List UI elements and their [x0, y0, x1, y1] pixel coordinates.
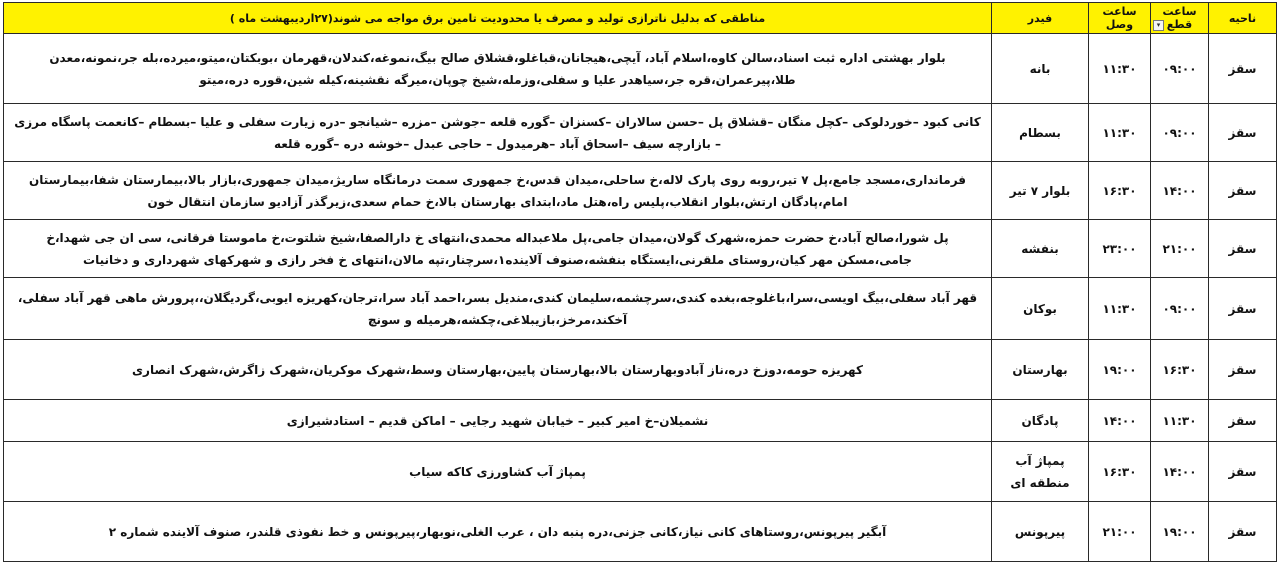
cut-time-cell: ۰۹:۰۰ [1151, 104, 1209, 162]
connect-time-cell: ۱۶:۳۰ [1089, 442, 1151, 502]
feeder-cell: پادگان [992, 400, 1089, 442]
areas-cell: قهر آباد سفلی،بیگ اویسی،سرا،باغلوجه،بغده کندی،سرچشمه،سلیمان کندی،مندیل بسر،احمد آباد سرا،ترجان،کهریزه ایوبی،گردیگلان،،پرورش ماهی قهر آباد سفلی، آخکند،مرخز،بازیبلاغی،چکشه،هرمیله و سونچ [4, 278, 992, 340]
header-connect-time: ساعت وصل [1089, 3, 1151, 34]
connect-time-cell: ۱۴:۰۰ [1089, 400, 1151, 442]
table-row [4, 220, 1277, 278]
connect-time-cell: ۲۳:۰۰ [1089, 220, 1151, 278]
header-areas: مناطقی که بدلیل ناترازی تولید و مصرف یا محدودیت تامین برق مواجه می شوند(۲۷اردیبهشت ماه ) [4, 3, 992, 34]
table-row [4, 340, 1277, 400]
table-row [4, 400, 1277, 442]
table-row [4, 104, 1277, 162]
cut-time-cell: ۲۱:۰۰ [1151, 220, 1209, 278]
areas-cell: فرمانداری،مسجد جامع،پل ۷ تیر،روبه روی پارک لاله،خ ساحلی،میدان قدس،خ جمهوری سمت درمانگاه ساریژ،میدان جمهوری،بازار بالا،بیمارستان شفا،بیمارستان امام،پادگان ارتش،بلوار انقلاب،پلیس راه،هتل ماد،ابتدای بهارستان بالا،خ حمام سعدی،زیرگذر آزادیو سازمان انتقال خون [4, 162, 992, 220]
areas-cell: کانی کبود –خوردلوکی –کچل منگان –قشلاق پل –حسن سالاران –کسنزان –گوره قلعه –جوشن –مزره –شیانجو –دره زیارت سفلی و علیا –بسطام –کانعمت پاسگاه مرزی – بازارچه سیف –اسحاق آباد –هرمیدول – حاجی عبدل –خوشه دره –گوره قلعه [4, 104, 992, 162]
cut-time-cell: ۰۹:۰۰ [1151, 34, 1209, 104]
cut-time-cell: ۰۹:۰۰ [1151, 278, 1209, 340]
areas-cell: کهریزه حومه،دوزخ دره،ناز آبادوبهارستان بالا،بهارستان پایین،بهارستان وسط،شهرک موکریان،شهرک زاگرش،شهرک انصاری [4, 340, 992, 400]
feeder-cell: پیرپونس [992, 502, 1089, 562]
feeder-cell: بوکان [992, 278, 1089, 340]
connect-time-cell: ۲۱:۰۰ [1089, 502, 1151, 562]
header-feeder: فیدر [992, 3, 1089, 34]
region-cell: سقز [1209, 162, 1277, 220]
outage-schedule-table [3, 2, 1277, 562]
region-cell: سقز [1209, 340, 1277, 400]
areas-cell: پمپاژ آب کشاورزی کاکه سیاب [4, 442, 992, 502]
cut-time-cell: ۱۴:۰۰ [1151, 162, 1209, 220]
table-row [4, 442, 1277, 502]
region-cell: سقز [1209, 502, 1277, 562]
cut-time-cell: ۱۱:۳۰ [1151, 400, 1209, 442]
feeder-cell: بهارستان [992, 340, 1089, 400]
connect-time-cell: ۱۱:۳۰ [1089, 104, 1151, 162]
connect-time-cell: ۱۶:۳۰ [1089, 162, 1151, 220]
region-cell: سقز [1209, 34, 1277, 104]
table-row [4, 278, 1277, 340]
table-row [4, 162, 1277, 220]
areas-cell: نشمیلان–خ امیر کبیر – خیابان شهید رجایی – اماکن قدیم – استادشیرازی [4, 400, 992, 442]
region-cell: سقز [1209, 400, 1277, 442]
table-row [4, 502, 1277, 562]
header-cut-time: ساعت قطع ▾ [1151, 3, 1209, 34]
region-cell: سقز [1209, 220, 1277, 278]
table-row [4, 34, 1277, 104]
header-row [4, 3, 1277, 34]
region-cell: سقز [1209, 442, 1277, 502]
connect-time-cell: ۱۹:۰۰ [1089, 340, 1151, 400]
connect-time-cell: ۱۱:۳۰ [1089, 278, 1151, 340]
feeder-cell: بانه [992, 34, 1089, 104]
feeder-cell: بنفشه [992, 220, 1089, 278]
feeder-cell: پمپاژ آب منطقه ای [992, 442, 1089, 502]
region-cell: سقز [1209, 278, 1277, 340]
feeder-cell: بلوار ۷ تیر [992, 162, 1089, 220]
filter-dropdown-icon[interactable]: ▾ [1153, 20, 1164, 31]
cut-time-cell: ۱۹:۰۰ [1151, 502, 1209, 562]
areas-cell: بلوار بهشتی اداره ثبت اسناد،سالن کاوه،اسلام آباد، آیچی،هیجانان،قباغلو،قشلاق صالح بیگ،نموغه،کندلان،قهرمان ،بوبکتان،میتو،میرده،بله جر،نمونه،معدن طلا،پیرعمران،قره جر،سیاهدر علیا و سفلی،وزمله،شیخ چوپان،میرگه نقشینه،کیله شین،قوره دره،میتو [4, 34, 992, 104]
region-cell: سقز [1209, 104, 1277, 162]
header-region: ناحیه [1209, 3, 1277, 34]
cut-time-cell: ۱۴:۰۰ [1151, 442, 1209, 502]
feeder-cell: بسطام [992, 104, 1089, 162]
areas-cell: آبگیر پیرپونس،روستاهای کانی نیاز،کانی جزنی،دره پنبه دان ، عرب الغلی،نوبهار،پیرپونس و خط نفوذی قلندر، صنوف آلاینده شماره ۲ [4, 502, 992, 562]
areas-cell: پل شورا،صالح آباد،خ حضرت حمزه،شهرک گولان،میدان جامی،پل ملاعبداله محمدی،انتهای خ دارالصفا،شیخ شلتوت،خ ماموستا فرقانی، سی ان جی شهدا،خ جامی،مسکن مهر کیان،روستای ملقرنی،ایستگاه بنفشه،صنوف آلاینده۱،سرچنار،تپه مالان،انتهای خ فخر رازی و شهرکهای شهرداری و دخانیات [4, 220, 992, 278]
cut-time-cell: ۱۶:۳۰ [1151, 340, 1209, 400]
connect-time-cell: ۱۱:۳۰ [1089, 34, 1151, 104]
